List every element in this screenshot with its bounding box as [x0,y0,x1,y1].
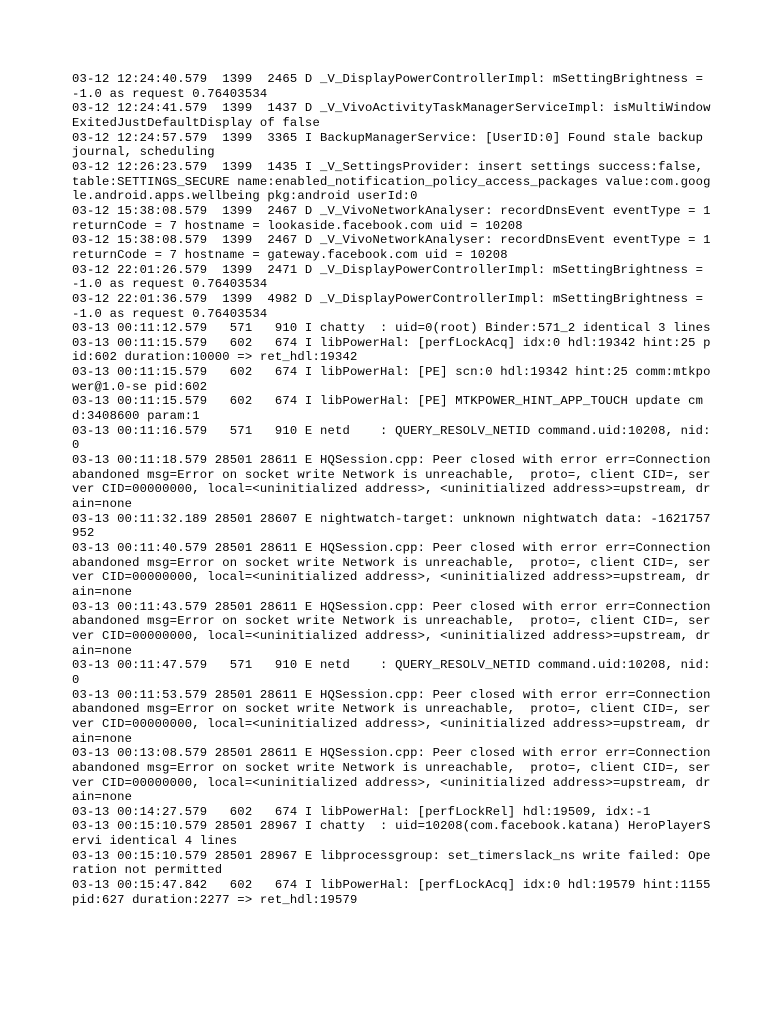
log-line: 03-12 15:38:08.579 1399 2467 D _V_VivoNetworkAnalyser: recordDnsEvent eventType = 1 returnCode = 7 hostname = gateway.facebook.com uid = 10208 [72,233,719,262]
log-line: 03-12 12:24:41.579 1399 1437 D _V_VivoActivityTaskManagerServiceImpl: isMultiWindowExitedJustDefaultDisplay of false [72,101,711,130]
log-line: 03-13 00:15:10.579 28501 28967 I chatty : uid=10208(com.facebook.katana) HeroPlayerServi identical 4 lines [72,819,711,849]
log-line: 03-13 00:11:32.189 28501 28607 E nightwatch-target: unknown nightwatch data: -1621757952 [72,511,711,541]
log-line: 03-13 00:14:27.579 602 674 I libPowerHal: [perfLockRel] hdl:19509, idx:-1 [72,804,651,819]
log-line: 03-13 00:15:10.579 28501 28967 E libprocessgroup: set_timerslack_ns write failed: Operation not permitted [72,848,711,878]
log-line: 03-12 12:24:57.579 1399 3365 I BackupManagerService: [UserID:0] Found stale backup journal, scheduling [72,130,711,160]
log-line: 03-13 00:11:53.579 28501 28611 E HQSession.cpp: Peer closed with error err=Connection abandoned msg=Error on socket write Network is unreachable, proto=, client CID=, server CID=00000000, local=<uninitialized address>, <uninitialized address>=upstream, drain=none [72,687,719,746]
log-line: 03-12 12:26:23.579 1399 1435 I _V_SettingsProvider: insert settings success:false, table:SETTINGS_SECURE name:enabled_notification_policy_access_packages value:com.google.android.apps.wellbeing pkg:android userId:0 [72,159,711,204]
log-line: 03-13 00:11:43.579 28501 28611 E HQSession.cpp: Peer closed with error err=Connection abandoned msg=Error on socket write Network is unreachable, proto=, client CID=, server CID=00000000, local=<uninitialized address>, <uninitialized address>=upstream, drain=none [72,599,719,658]
log-line: 03-13 00:11:40.579 28501 28611 E HQSession.cpp: Peer closed with error err=Connection abandoned msg=Error on socket write Network is unreachable, proto=, client CID=, server CID=00000000, local=<uninitialized address>, <uninitialized address>=upstream, drain=none [72,541,719,599]
log-line: 03-13 00:11:18.579 28501 28611 E HQSession.cpp: Peer closed with error err=Connection abandoned msg=Error on socket write Network is unreachable, proto=, client CID=, server CID=00000000, local=<uninitialized address>, <uninitialized address>=upstream, drain=none [72,453,719,512]
log-line: 03-13 00:13:08.579 28501 28611 E HQSession.cpp: Peer closed with error err=Connection abandoned msg=Error on socket write Network is unreachable, proto=, client CID=, server CID=00000000, local=<uninitialized address>, <uninitialized address>=upstream, drain=none [72,746,719,805]
log-line: 03-12 22:01:36.579 1399 4982 D _V_DisplayPowerControllerImpl: mSettingBrightness = -1.0 as request 0.76403534 [72,291,711,321]
log-line: 03-12 15:38:08.579 1399 2467 D _V_VivoNetworkAnalyser: recordDnsEvent eventType = 1 returnCode = 7 hostname = lookaside.facebook.com uid = 10208 [72,203,719,233]
log-line: 03-13 00:11:47.579 571 910 E netd : QUERY_RESOLV_NETID command.uid:10208, nid:0 [72,658,711,687]
log-line: 03-12 22:01:26.579 1399 2471 D _V_DisplayPowerControllerImpl: mSettingBrightness = -1.0 as request 0.76403534 [72,262,711,292]
log-line: 03-13 00:11:15.579 602 674 I libPowerHal: [PE] MTKPOWER_HINT_APP_TOUCH update cmd:3408600 param:1 [72,394,704,424]
log-line: 03-13 00:11:15.579 602 674 I libPowerHal: [PE] scn:0 hdl:19342 hint:25 comm:mtkpower@1.0-se pid:602 [72,365,711,394]
log-line: 03-13 00:15:47.842 602 674 I libPowerHal: [perfLockAcq] idx:0 hdl:19579 hint:1155 pid:627 duration:2277 => ret_hdl:19579 [72,878,719,907]
log-line: 03-13 00:11:12.579 571 910 I chatty : uid=0(root) Binder:571_2 identical 3 lines [72,321,711,336]
log-line: 03-13 00:11:15.579 602 674 I libPowerHal: [perfLockAcq] idx:0 hdl:19342 hint:25 pid:602 duration:10000 => ret_hdl:19342 [72,335,711,365]
log-line: 03-13 00:11:16.579 571 910 E netd : QUERY_RESOLV_NETID command.uid:10208, nid:0 [72,423,711,453]
log-line: 03-12 12:24:40.579 1399 2465 D _V_DisplayPowerControllerImpl: mSettingBrightness = -1.0 as request 0.76403534 [72,72,711,101]
log-document [72,72,719,907]
